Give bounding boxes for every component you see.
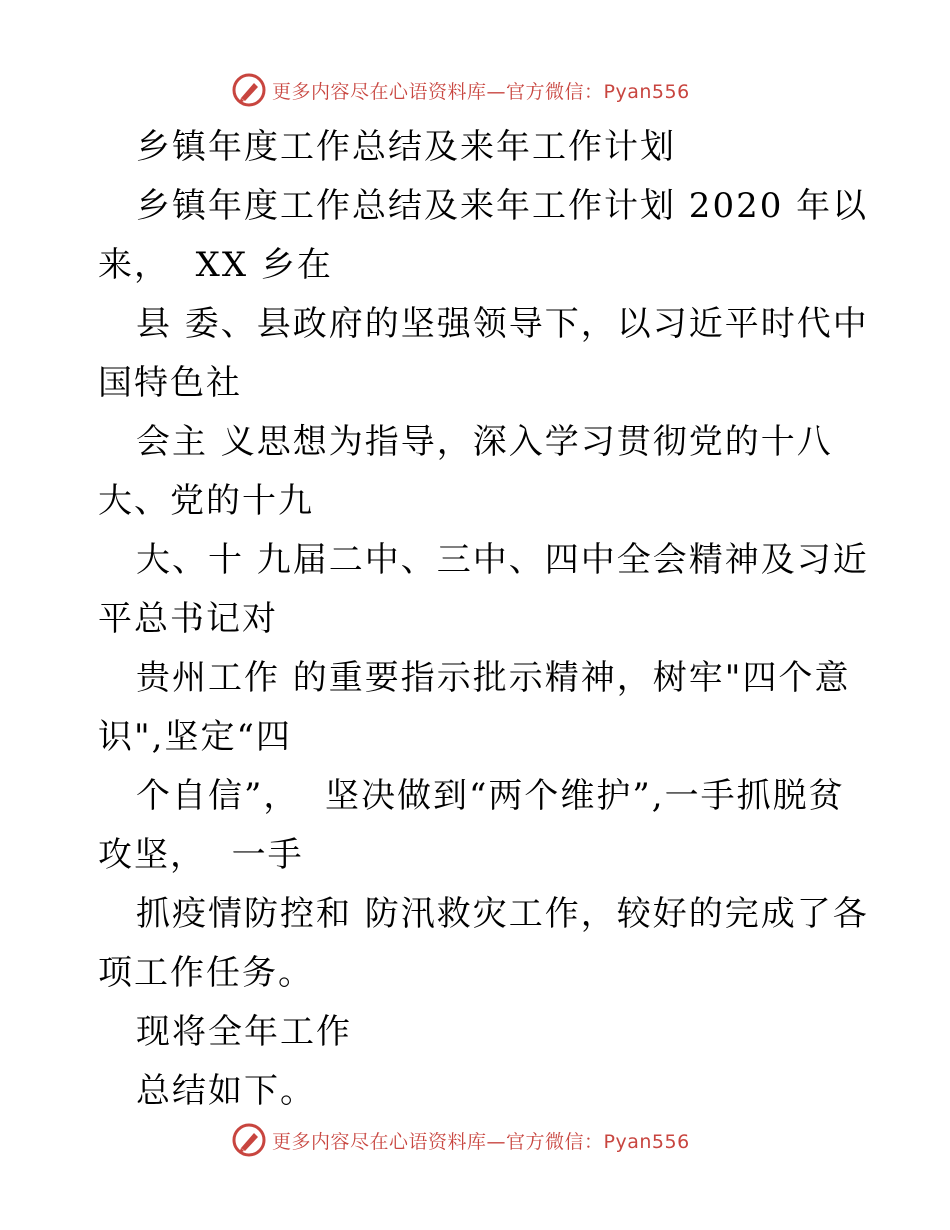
document-body <box>98 122 869 1125</box>
text-line: 大、党的十九 <box>98 481 314 521</box>
pen-logo-icon <box>232 1123 266 1157</box>
text-line: 个自信”， 坚决做到“两个维护”,一手抓脱贫 <box>136 776 845 816</box>
text-line: 大、十 九届二中、三中、四中全会精神及习近 <box>136 540 869 580</box>
text-line: 贵州工作 的重要指示批示精神，树牢"四个意 <box>136 658 851 698</box>
pen-logo-icon <box>232 73 266 107</box>
banner-contact-text: 官方微信：Pyan556 <box>506 80 690 103</box>
text-line: 会主 义思想为指导，深入学习贯彻党的十八 <box>136 422 833 462</box>
document-title: 乡镇年度工作总结及来年工作计划 <box>136 127 676 167</box>
text-line: 县 委、县政府的坚强领导下，以习近平时代中 <box>136 304 869 344</box>
banner-text <box>272 1127 690 1154</box>
text-line: 平总书记对 <box>98 599 278 639</box>
text-line: 抓疫情防控和 防汛救灾工作，较好的完成了各 <box>136 894 869 934</box>
banner-dash: — <box>486 80 507 103</box>
banner-text <box>272 77 690 104</box>
text-line: 现将全年工作 <box>136 1012 352 1052</box>
text-line: 项工作任务。 <box>98 953 314 993</box>
banner-dash: — <box>486 1130 507 1153</box>
text-line: 国特色社 <box>98 363 242 403</box>
banner-site-text: 更多内容尽在心语资料库 <box>272 1130 487 1153</box>
footer-banner <box>232 1122 690 1158</box>
banner-site-text: 更多内容尽在心语资料库 <box>272 80 487 103</box>
text-line: 乡镇年度工作总结及来年工作计划 2020 年以 <box>136 186 869 226</box>
text-line: 攻坚， 一手 <box>98 835 304 875</box>
banner-contact-text: 官方微信：Pyan556 <box>506 1130 690 1153</box>
text-line: 识",坚定“四 <box>98 717 292 757</box>
text-line: 来， XX 乡在 <box>98 245 333 285</box>
header-banner <box>232 72 690 108</box>
text-line: 总结如下。 <box>136 1071 316 1111</box>
